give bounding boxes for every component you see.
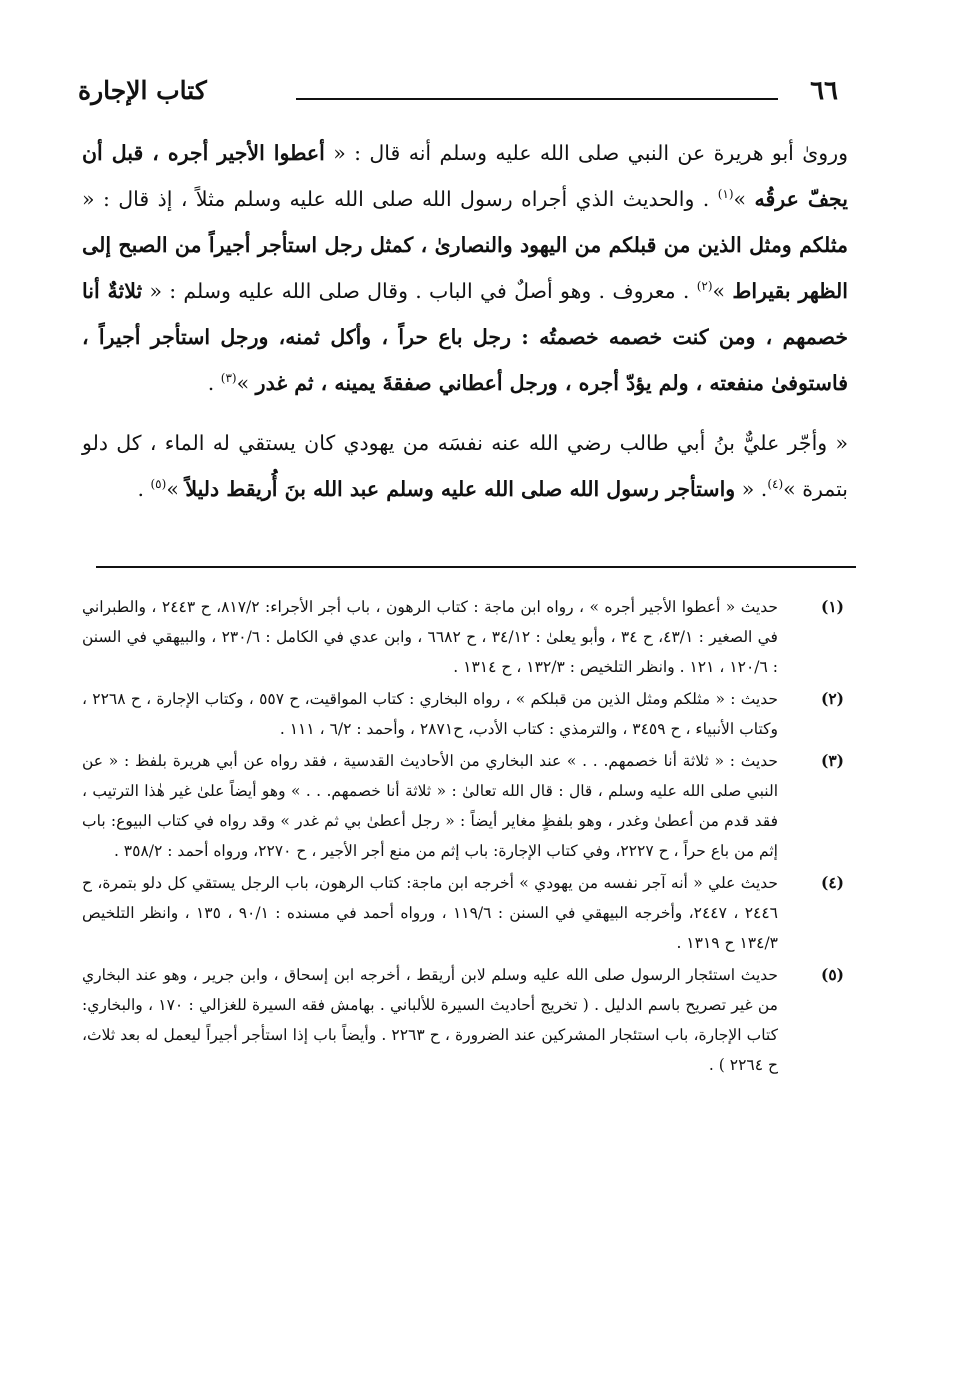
text-run: « وأجّر عليٌّ بنُ أبي طالب رضي الله عنه نفسَه من يهودي كان يستقي له الماء ، كل دلو بتمرة »	[82, 431, 848, 501]
footnote-4	[82, 868, 844, 958]
text-run: . «	[741, 477, 768, 501]
text-run: »	[236, 371, 250, 395]
hadith-quote-3: ثلاثةٌ أنا خصمهم ، ومن كنت خصمه خصمتُه : رجل باع حراً ، وأكل ثمنه، ورجل استأجر أجيراً ، فاستوفىٰ منفعته ، ولم يؤدّ أجره ، ورجل أعطاني صفقةَ يمينه ، ثم غدر	[82, 279, 848, 395]
book-title: كتاب الإجارة	[78, 76, 207, 105]
text-run: .	[137, 477, 151, 501]
footnote-number: (١)	[820, 597, 844, 616]
page-number: ٦٦	[810, 76, 838, 106]
hadith-quote-4: واستأجر رسول الله صلى الله عليه وسلم عبد الله بنَ أُريقط دليلاً	[185, 477, 736, 501]
footnote-text: حديث : « ثلاثة أنا خصمهم. . . » عند البخاري من الأحاديث القدسية ، فقد رواه عن أبي هريرة بلفظ : « عن النبي صلى الله عليه وسلم ، قال : قال الله تعالىٰ : « ثلاثة أنا خصمهم. . . » وهو أيضاً علىٰ غير هٰذا الترتيب ، فقد قدم من أعطىٰ وغدر ، وهو بلفظٍ مغاير أيضاً : « رجل أعطىٰ بي ثم غدر » وقد رواه في كتاب البيوع: باب إثم من باع حراً ، ح ٢٢٢٧، وفي كتاب الإجارة: باب إثم من منع أجر الأجير ، ح ٢٢٧٠، ورواه أحمد : ٣٥٨/٢ .	[82, 752, 778, 860]
footnote-ref-1[interactable]: (١)	[717, 187, 734, 202]
text-run: وروىٰ أبو هريرة عن النبي صلى الله عليه وسلم أنه قال : «	[333, 141, 848, 165]
footnote-ref-4[interactable]: (٤)	[767, 477, 784, 492]
footnote-5	[82, 960, 844, 1080]
footnote-ref-3[interactable]: (٣)	[220, 371, 237, 386]
footnotes	[82, 592, 844, 1082]
footnote-3	[82, 746, 844, 866]
text-run: . والحديث الذي أجراه رسول الله صلى الله عليه وسلم مثلاً ، إذ قال : «	[82, 187, 718, 211]
header-rule	[296, 98, 778, 100]
footnote-ref-2[interactable]: (٢)	[696, 279, 713, 294]
footnote-1	[82, 592, 844, 682]
footnote-number: (٢)	[820, 689, 844, 708]
hadith-quote-1: أعطوا الأجير أجره ، قبل أن يجفّ عرقُه	[82, 141, 848, 211]
footnote-text: حديث « أعطوا الأجير أجره » ، رواه ابن ماجة : كتاب الرهون ، باب أجر الأجراء: ٨١٧/٢، ح ٢٤٤٣ ، والطبراني في الصغير : ٤٣/١، ح ٣٤ ، وأبو يعلىٰ : ٣٤/١٢ ، ح ٦٦٨٢ ، وابن عدي في الكامل : ٢٣٠/٦ ، والبيهقي في السنن : ١٢٠/٦ ، ١٢١ . وانظر التلخيص : ١٣٢/٣ ، ح ١٣١٤ .	[82, 598, 778, 676]
text-run: .	[207, 371, 221, 395]
hadith-quote-2: مثلكم ومثل الذين من قبلكم من اليهود والنصارىٰ ، كمثل رجل استأجر أجيراً من الصبح إلى الظهر بقيراط	[82, 233, 848, 303]
footnote-number: (٣)	[820, 751, 844, 770]
text-run: . معروف . وهو أصلٌ في الباب . وقال صلى الله عليه وسلم : «	[149, 279, 697, 303]
footnote-ref-5[interactable]: (٥)	[150, 477, 167, 492]
page-header	[78, 76, 838, 110]
main-text	[82, 130, 848, 512]
footnote-2	[82, 684, 844, 744]
paragraph-1	[82, 130, 848, 406]
footnote-text: حديث علي « أنه آجر نفسه من يهودي » أخرجه ابن ماجة: كتاب الرهون، باب الرجل يستقي كل دلو بتمرة، ح ٢٤٤٦ ، ٢٤٤٧، وأخرجه البيهقي في السنن : ١١٩/٦ ، ورواه أحمد في مسنده : ٩٠/١ ، ١٣٥ ، وانظر التلخيص ١٣٤/٣ ح ١٣١٩ .	[82, 874, 778, 952]
text-run: »	[166, 477, 179, 501]
text-run: »	[712, 279, 726, 303]
paragraph-2	[82, 420, 848, 512]
footnote-text: حديث : « مثلكم ومثل الذين من قبلكم » ، رواه البخاري : كتاب المواقيت، ح ٥٥٧ ، وكتاب الإجارة ، ح ٢٢٦٨ ، وكتاب الأنبياء ، ح ٣٤٥٩ ، والترمذي : كتاب الأدب، ح٢٨٧١ ، وأحمد : ٦/٢ ، ١١١ .	[82, 690, 778, 738]
text-run: »	[733, 187, 747, 211]
footnote-separator	[96, 566, 856, 568]
footnote-text: حديث استئجار الرسول صلى الله عليه وسلم لابن أريقط ، أخرجه ابن إسحاق ، وابن جرير ، وهو عند البخاري من غير تصريح باسم الدليل . ( تخريج أحاديث السيرة للألباني . بهامش فقه السيرة للغزالي : ١٧٠ ، والبخاري: كتاب الإجارة، باب استئجار المشركين عند الضرورة ، ح ٢٢٦٣ . وأيضاً باب إذا استأجر أجيراً ليعمل له بعد ثلاث، ح ٢٢٦٤ ) .	[82, 966, 778, 1074]
footnote-number: (٥)	[820, 965, 844, 984]
footnote-number: (٤)	[820, 873, 844, 892]
